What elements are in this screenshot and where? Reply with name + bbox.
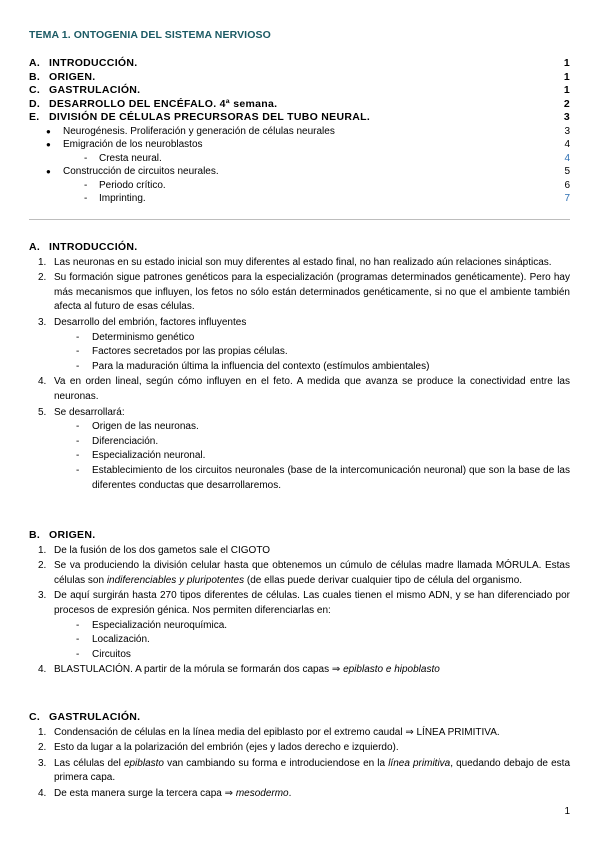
toc-subentry-periodo-critico[interactable]: - Periodo crítico. 6 bbox=[84, 179, 570, 191]
list-item: 2. Se va produciendo la división celular hasta que obtenemos un cúmulo de células madre llamada MÓRULA. Estas células son indiferenciables y pluripotentes (de ellas puede derivar cualquier tipo de célula del organismo. bbox=[38, 560, 570, 586]
list-item: 3. Las células del epiblasto van cambiando su forma e introduciendose en la línea primitiva, quedando debajo de esta primera capa. bbox=[38, 757, 570, 784]
sub-list-item: - Establecimiento de los circuitos neuronales (base de la intercomunicación neuronal) que son la base de las diferentes conductas que desarrollaremos. bbox=[76, 464, 570, 491]
divider bbox=[29, 219, 570, 220]
list-item: 4. Va en orden lineal, según cómo influyen en el feto. A medida que avanza se produce la conectividad entre las neuronas. bbox=[38, 376, 570, 402]
toc-entry-b[interactable]: B. ORIGEN. 1 bbox=[29, 70, 570, 83]
section-heading: C. GASTRULACIÓN. bbox=[29, 711, 141, 723]
sub-list-item: - Especialización neuroquímica. bbox=[76, 619, 228, 631]
toc-subentry-cresta-neural[interactable]: - Cresta neural. 4 bbox=[84, 152, 570, 164]
list-item: 4. De esta manera surge la tercera capa ⇒ mesodermo. bbox=[38, 787, 292, 799]
sub-list-item: - Determinismo genético bbox=[76, 331, 195, 343]
list-item: 2. Esto da lugar a la polarización del embrión (ejes y lados derecho e izquierdo). bbox=[38, 742, 399, 754]
sub-list-item: - Origen de las neuronas. bbox=[76, 421, 199, 433]
toc-subentry-circuitos[interactable]: ● Construcción de circuitos neurales. 5 bbox=[46, 166, 570, 177]
toc-entry-e[interactable]: E. DIVISIÓN DE CÉLULAS PRECURSORAS DEL TUBO NEURAL. 3 bbox=[29, 111, 570, 123]
list-item: 1. Condensación de células en la línea media del epiblasto por el extremo caudal ⇒ LÍNEA PRIMITIVA. bbox=[38, 726, 500, 738]
toc-entry-d[interactable]: D. DESARROLLO DEL ENCÉFALO. 4ª semana. 2 bbox=[29, 97, 570, 110]
document-title: TEMA 1. ONTOGENIA DEL SISTEMA NERVIOSO bbox=[29, 29, 271, 41]
list-item: 1. De la fusión de los dos gametos sale el CIGOTO bbox=[38, 544, 271, 556]
toc-subentry-imprinting[interactable]: - Imprinting. 7 bbox=[84, 193, 570, 204]
section-heading: A. INTRODUCCIÓN. bbox=[29, 241, 138, 253]
toc-subentry-emigracion[interactable]: ● Emigración de los neuroblastos 4 bbox=[46, 139, 570, 150]
list-item: 3. Desarrollo del embrión, factores influyentes - Determinismo genético - Factores secretados por las propias células. - Para la maduración última la influencia del contexto (estímulos ambientales) bbox=[29, 316, 570, 374]
list-item: 1. Las neuronas en su estado inicial son muy diferentes al estado final, no han realizado aún relaciones sinápticas. bbox=[38, 256, 552, 268]
toc-subentry-neurogenesis[interactable]: ● Neurogénesis. Proliferación y generación de células neurales 3 bbox=[46, 125, 570, 137]
bullet-icon: ● bbox=[46, 167, 51, 176]
section-gastrulacion bbox=[29, 710, 570, 803]
list-item: 2. Su formación sigue patrones genéticos para la especialización (programas determinados genéticamente). Pero hay más mecanismos que influyen, los fetos no sólo están determinados genéticamente, si no que el ambiente también afecta al futuro de esas células. bbox=[38, 272, 570, 313]
list-item: 3. De aquí surgirán hasta 270 tipos diferentes de células. Las cuales tienen el mismo ADN, y se han diferenciado por procesos de expresión génica. Nos permiten diferenciarlas en: - Especialización neuroquímica. - Localización. - Circuitos bbox=[29, 589, 570, 662]
section-heading: B. ORIGEN. bbox=[29, 529, 96, 541]
section-origen bbox=[29, 528, 570, 679]
sub-list-item: - Diferenciación. bbox=[76, 435, 159, 447]
list-item: 4. BLASTULACIÓN. A partir de la mórula se formarán dos capas ⇒ epiblasto e hipoblasto bbox=[38, 664, 440, 676]
bullet-icon: ● bbox=[46, 140, 51, 149]
sub-list-item: - Factores secretados por las propias células. bbox=[76, 346, 288, 358]
section-introduccion bbox=[29, 240, 570, 494]
sub-list-item: - Circuitos bbox=[76, 648, 131, 660]
page-number: 1 bbox=[564, 806, 570, 817]
list-item: 5. Se desarrollará: - Origen de las neuronas. - Diferenciación. - Especialización neuronal. - Establecimiento de los circuitos neuronales (base de la intercomunicación neuronal) que son la base de las diferentes conductas que desarrollaremos. bbox=[29, 406, 570, 494]
sub-list-item: - Para la maduración última la influencia del contexto (estímulos ambientales) bbox=[76, 360, 430, 372]
toc-entry-c[interactable]: C. GASTRULACIÓN. 1 bbox=[29, 84, 570, 96]
table-of-contents bbox=[29, 57, 570, 206]
bullet-icon: ● bbox=[46, 126, 51, 136]
toc-entry-a[interactable]: A. INTRODUCCIÓN. 1 bbox=[29, 57, 570, 69]
sub-list-item: - Localización. bbox=[76, 634, 150, 646]
sub-list-item: - Especialización neuronal. bbox=[76, 450, 206, 462]
